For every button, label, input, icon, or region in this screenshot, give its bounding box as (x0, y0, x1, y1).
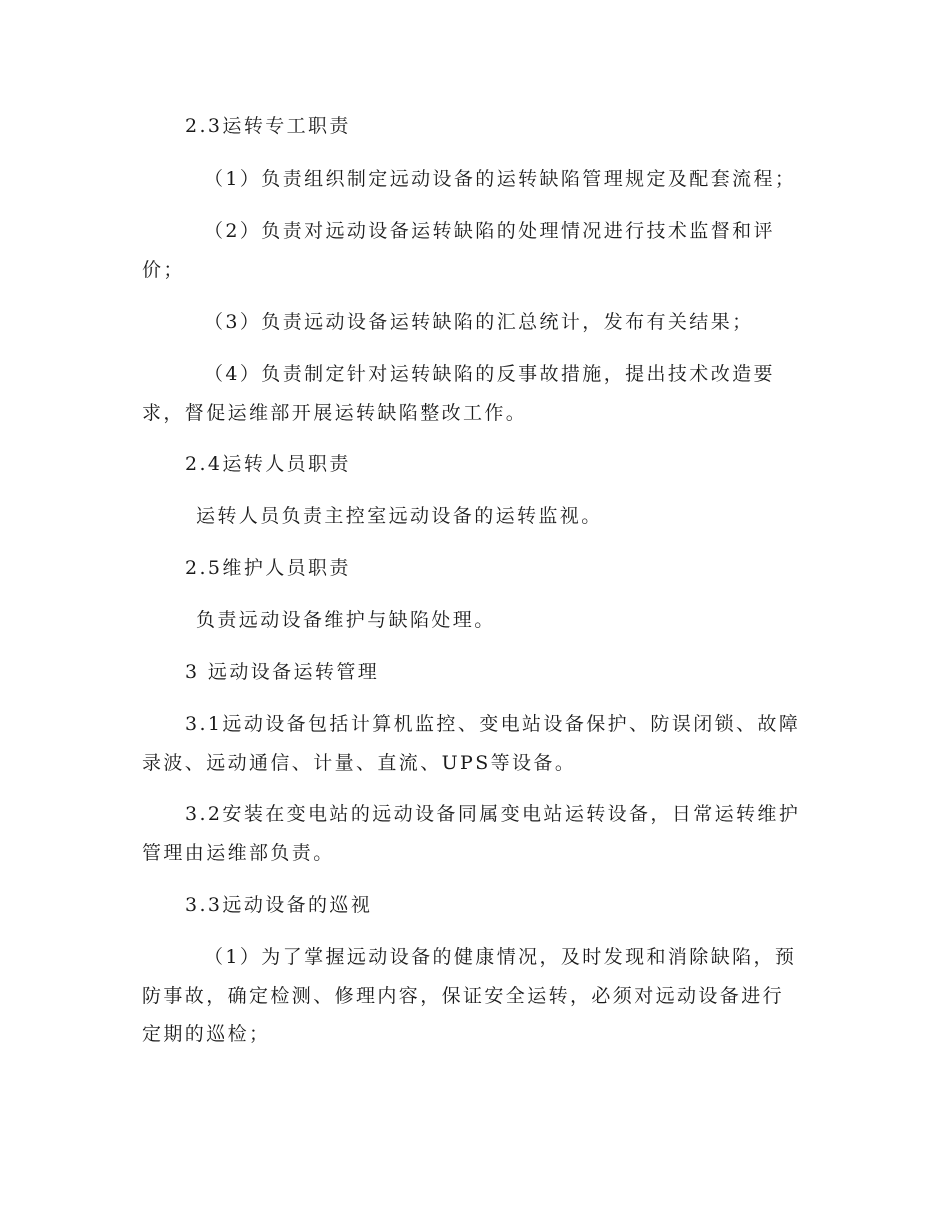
paragraph-line: 求，督促运维部开展运转缺陷整改工作。 (142, 402, 528, 424)
section-heading-3-3: 3.3远动设备的巡视 (185, 894, 373, 916)
paragraph-line: 管理由运维部负责。 (142, 842, 335, 864)
paragraph-line: 防事故，确定检测、修理内容，保证安全运转，必须对远动设备进行 (142, 985, 785, 1007)
section-heading-3: 3 远动设备运转管理 (185, 661, 380, 683)
paragraph-line: （3）负责远动设备运转缺陷的汇总统计，发布有关结果； (204, 311, 754, 333)
paragraph-line: 3.1远动设备包括计算机监控、变电站设备保护、防误闭锁、故障 (185, 713, 801, 735)
paragraph-line: （1）为了掌握远动设备的健康情况，及时发现和消除缺陷，预 (204, 946, 797, 968)
section-heading-2-4: 2.4运转人员职责 (185, 453, 351, 475)
paragraph-line: （4）负责制定针对运转缺陷的反事故措施，提出技术改造要 (204, 363, 775, 385)
paragraph-line: 定期的巡检； (142, 1023, 271, 1045)
paragraph-line: 录波、远动通信、计量、直流、UPS等设备。 (142, 752, 577, 774)
paragraph-line: 3.2安装在变电站的远动设备同属变电站运转设备，日常运转维护 (185, 803, 801, 825)
paragraph-line: 价； (142, 259, 185, 281)
paragraph-line: （2）负责对远动设备运转缺陷的处理情况进行技术监督和评 (204, 220, 775, 242)
section-heading-2-5: 2.5维护人员职责 (185, 557, 351, 579)
paragraph-line: （1）负责组织制定远动设备的运转缺陷管理规定及配套流程； (204, 168, 797, 190)
paragraph-line: 运转人员负责主控室远动设备的运转监视。 (196, 505, 603, 527)
paragraph-line: 负责远动设备维护与缺陷处理。 (196, 609, 496, 631)
section-heading-2-3: 2.3运转专工职责 (185, 115, 351, 137)
